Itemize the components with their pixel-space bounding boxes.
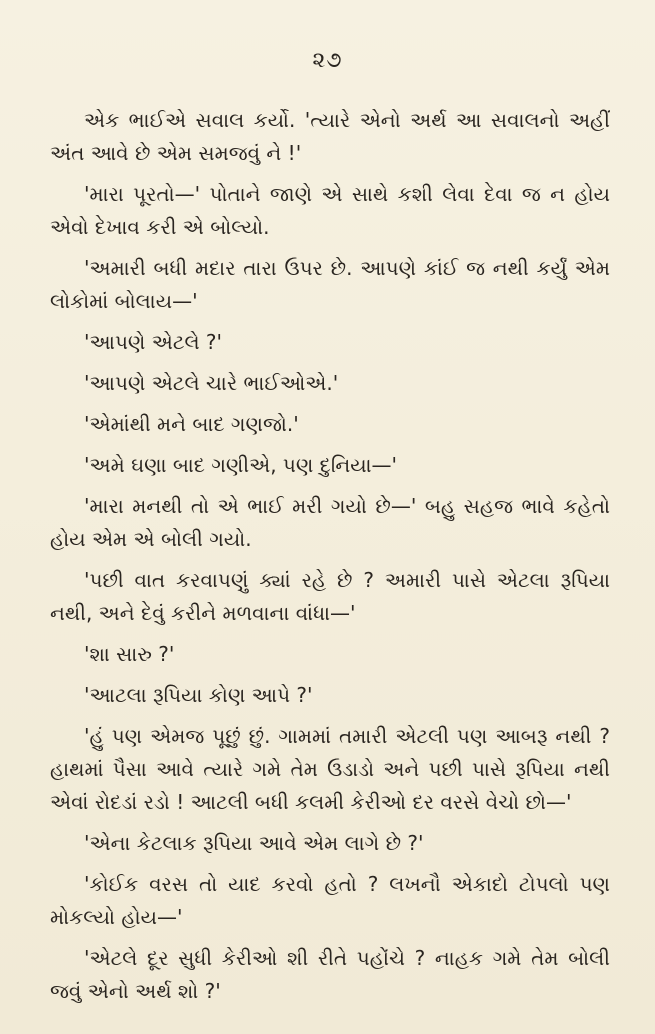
paragraph-8: 'મારા મનથી તો એ ભાઈ મરી ગયો છે—' બહુ સહજ ભાવે કહેતો હોય એમ એ બોલી ગયો. [50,494,610,551]
page-number: ૨૭ [312,48,343,73]
page-body [50,104,610,1016]
paragraph-2: 'મારા પૂરતો—' પોતાને જાણે એ સાથે કશી લેવા દેવા જ ન હોય એવો દેખાવ કરી એ બોલ્યો. [50,182,610,239]
paragraph-10: 'શા સારુ ?' [84,642,175,666]
paragraph-12: 'હું પણ એમજ પૂછું છું. ગામમાં તમારી એટલી પણ આબરૂ નથી ? હાથમાં પૈસા આવે ત્યારે ગમે તેમ ઉડાડો અને પછી પાસે રૂપિયા નથી એવાં રોદડાં રડો ! આટલી બધી કલમી કેરીઓ દર વરસે વેચો છો—' [50,724,610,814]
paragraph-5: 'આપણે એટલે ચારે ભાઈઓએ.' [84,371,339,395]
paragraph-4: 'આપણે એટલે ?' [84,330,223,354]
paragraph-11: 'આટલા રૂપિયા કોણ આપે ?' [84,683,313,707]
paragraph-15: 'એટલે દૂર સુધી કેરીઓ શી રીતે પહોંચે ? નાહક ગમે તેમ બોલી જવું એનો અર્થ શો ?' [50,946,610,1003]
paragraph-13: 'એના કેટલાક રૂપિયા આવે એમ લાગે છે ?' [84,831,424,855]
paragraph-1: એક ભાઈએ સવાલ કર્યો. 'ત્યારે એનો અર્થ આ સવાલનો અહીં અંત આવે છે એમ સમજવું ને !' [50,108,610,165]
paragraph-3: 'અમારી બધી મદાર તારા ઉપર છે. આપણે કાંઈ જ નથી કર્યું એમ લોકોમાં બોલાય—' [50,256,610,313]
paragraph-7: 'અમે ઘણા બાદ ગણીએ, પણ દુનિયા—' [84,453,398,477]
paragraph-14: 'કોઈક વરસ તો યાદ કરવો હતો ? લખનૌ એકાદો ટોપલો પણ મોકલ્યો હોય—' [50,872,610,929]
paragraph-6: 'એમાંથી મને બાદ ગણજો.' [84,412,299,436]
paragraph-9: 'પછી વાત કરવાપણું ક્યાં રહે છે ? અમારી પાસે એટલા રૂપિયા નથી, અને દેવું કરીને મળવાના વાંધા—' [50,568,610,625]
